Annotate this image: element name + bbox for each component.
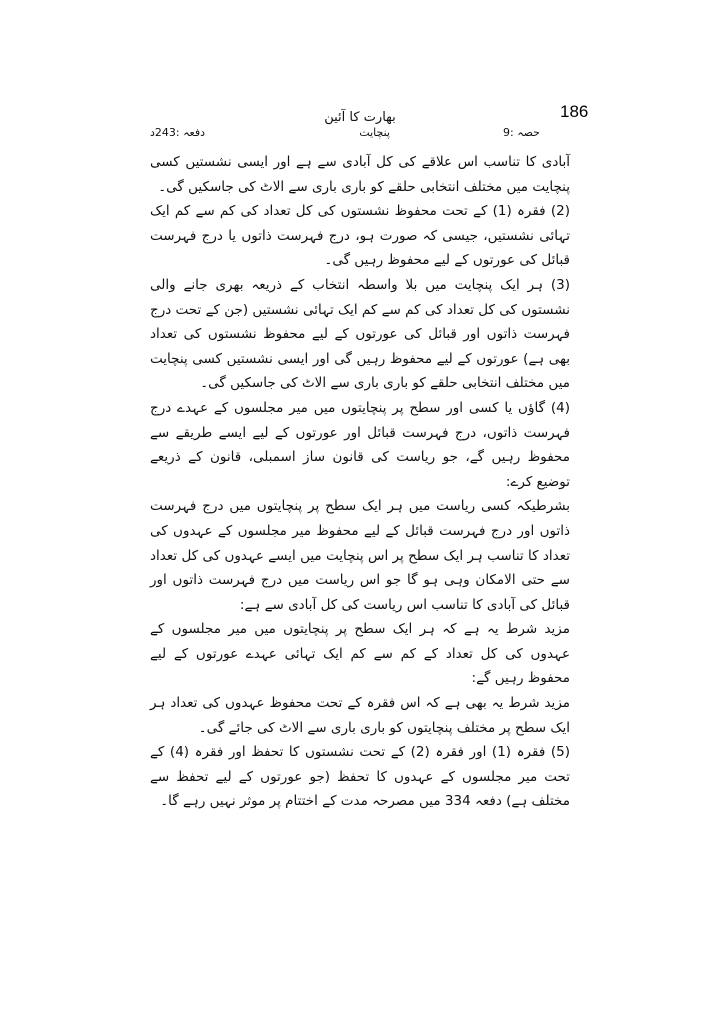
paragraph-proviso-1: بشرطیکہ کسی ریاست میں ہر ایک سطح پر پنچایتوں میں درج فہرست ذاتوں اور درج فہرست قبائل کے لیے محفوظ میر مجلسوں کے عہدوں کی تعداد کا تناسب ہر ایک سطح پر اس پنچایت میں ایسے عہدوں کی کل تعداد سے حتی الامکان وہی ہو گا جو اس ریاست میں درج فہرست ذاتوں اور قبائل کی آبادی کا تناسب اس ریاست کی کل آبادی سے ہے: xyxy=(150,498,570,613)
paragraph-clause-4: (4) گاؤں یا کسی اور سطح پر پنچایتوں میں میر مجلسوں کے عہدے درج فہرست ذاتوں، درج فہرست قبائل اور عورتوں کے لیے ایسے طریقے سے محفوظ رہیں گے، جو ریاست کی قانون ساز اسمبلی، قانون کے ذریعے توضیع کرے: xyxy=(150,399,570,490)
paragraph-clause-5: (5) فقرہ (1) اور فقرہ (2) کے تحت نشستوں کا تحفظ اور فقرہ (4) کے تحت میر مجلسوں کے عہدوں کا تحفظ (جو عورتوں کے لیے تحفظ سے مختلف ہے) دفعہ 334 میں مصرحہ مدت کے اختتام پر موثر نہیں رہے گا۔ xyxy=(150,744,570,810)
paragraph-clause-2: (2) فقرہ (1) کے تحت محفوظ نشستوں کی کل تعداد کی کم سے کم ایک تہائی نشستیں، جیسی کہ صورت ہو، درج فہرست ذاتوں یا درج فہرست قبائل کی عورتوں کے لیے محفوظ رہیں گی۔ xyxy=(150,203,570,269)
paragraph-proviso-3: مزید شرط یہ بھی ہے کہ اس فقرہ کے تحت محفوظ عہدوں کی تعداد ہر ایک سطح پر مختلف پنچایتوں کو باری باری سے الاٹ کی جائے گی۔ xyxy=(150,695,570,736)
page-number: 186 xyxy=(560,102,589,121)
paragraph-proviso-2: مزید شرط یہ ہے کہ ہر ایک سطح پر پنچایتوں میں میر مجلسوں کے عہدوں کی کل تعداد کے کم سے کم ایک تہائی عہدے عورتوں کے لیے محفوظ رہیں گے: xyxy=(150,621,570,687)
part-label: حصہ :9 xyxy=(503,126,540,139)
paragraph-continuation: آبادی کا تناسب اس علاقے کی کل آبادی سے ہے اور ایسی نشستیں کسی پنچایت میں مختلف انتخابی حلقے کو باری باری سے الاٹ کی جاسکیں گی۔ xyxy=(150,154,570,195)
chapter-label: پنچایت xyxy=(359,126,390,139)
paragraph-clause-3: (3) ہر ایک پنچایت میں بلا واسطہ انتخاب کے ذریعہ بھری جانے والی نشستوں کی کل تعداد کی کم سے کم ایک تہائی نشستیں (جن کے تحت درج فہرست ذاتوں اور قبائل کی عورتوں کے لیے محفوظ نشستوں کی تعداد بھی ہے) عورتوں کے لیے محفوظ رہیں گی اور ایسی نشستیں کسی پنچایت میں مختلف انتخابی حلقے کو باری باری سے الاٹ کی جاسکیں گی۔ xyxy=(150,276,570,392)
article-label: دفعہ :243د xyxy=(150,126,206,139)
running-subhead xyxy=(150,126,570,142)
body-text xyxy=(150,150,570,814)
running-head-title: بھارت کا آئین xyxy=(324,110,396,125)
